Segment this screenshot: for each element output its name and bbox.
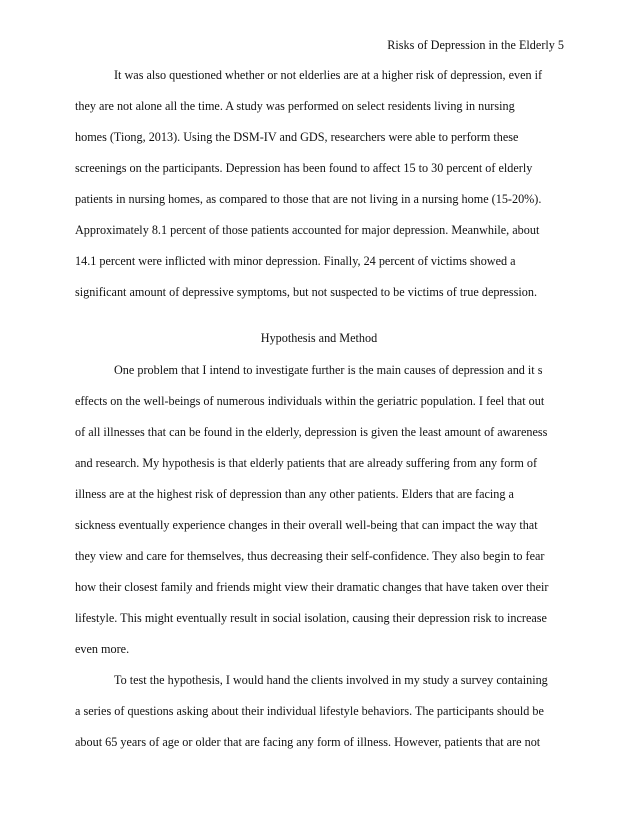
paragraph-line: sickness eventually experience changes in their overall well-being that can impact the way that [75,518,538,532]
paragraph-line: about 65 years of age or older that are facing any form of illness. However, patients that are not [75,735,541,749]
paragraph-line: significant amount of depressive symptoms, but not suspected to be victims of true depression. [75,285,538,299]
paragraph-line: lifestyle. This might eventually result in social isolation, causing their depression risk to increase [75,611,547,625]
running-head: Risks of Depression in the Elderly 5 [387,38,564,52]
paragraph-line: and research. My hypothesis is that elderly patients that are already suffering from any form of [75,456,538,470]
paragraph-line: Approximately 8.1 percent of those patients accounted for major depression. Meanwhile, about [75,223,540,237]
paragraph-line: they view and care for themselves, thus decreasing their self-confidence. They also begin to fear [75,549,545,563]
paragraph-line: 14.1 percent were inflicted with minor depression. Finally, 24 percent of victims showed a [75,254,516,268]
paragraph-line: even more. [75,642,130,656]
paragraph-line: illness are at the highest risk of depression than any other patients. Elders that are facing a [75,487,514,501]
paragraph-line: a series of questions asking about their individual lifestyle behaviors. The participants should be [75,704,544,718]
paragraph-line: they are not alone all the time. A study was performed on select residents living in nursing [75,99,515,113]
section-heading: Hypothesis and Method [260,331,378,345]
paragraph-line: of all illnesses that can be found in the elderly, depression is given the least amount of awareness [75,425,548,439]
paragraph-line: screenings on the participants. Depression has been found to affect 15 to 30 percent of elderly [75,161,533,175]
paragraph-line: effects on the well-beings of numerous individuals within the geriatric population. I feel that out [75,394,545,408]
paragraph-line: One problem that I intend to investigate further is the main causes of depression and it s [114,363,543,377]
paragraph-line: patients in nursing homes, as compared to those that are not living in a nursing home (15-20%). [75,192,542,206]
paragraph-line: how their closest family and friends might view their dramatic changes that have taken over their [75,580,549,594]
paragraph-line: homes (Tiong, 2013). Using the DSM-IV and GDS, researchers were able to perform these [75,130,519,144]
paragraph-line: It was also questioned whether or not elderlies are at a higher risk of depression, even if [114,68,543,82]
paragraph-line: To test the hypothesis, I would hand the clients involved in my study a survey containing [114,673,548,687]
